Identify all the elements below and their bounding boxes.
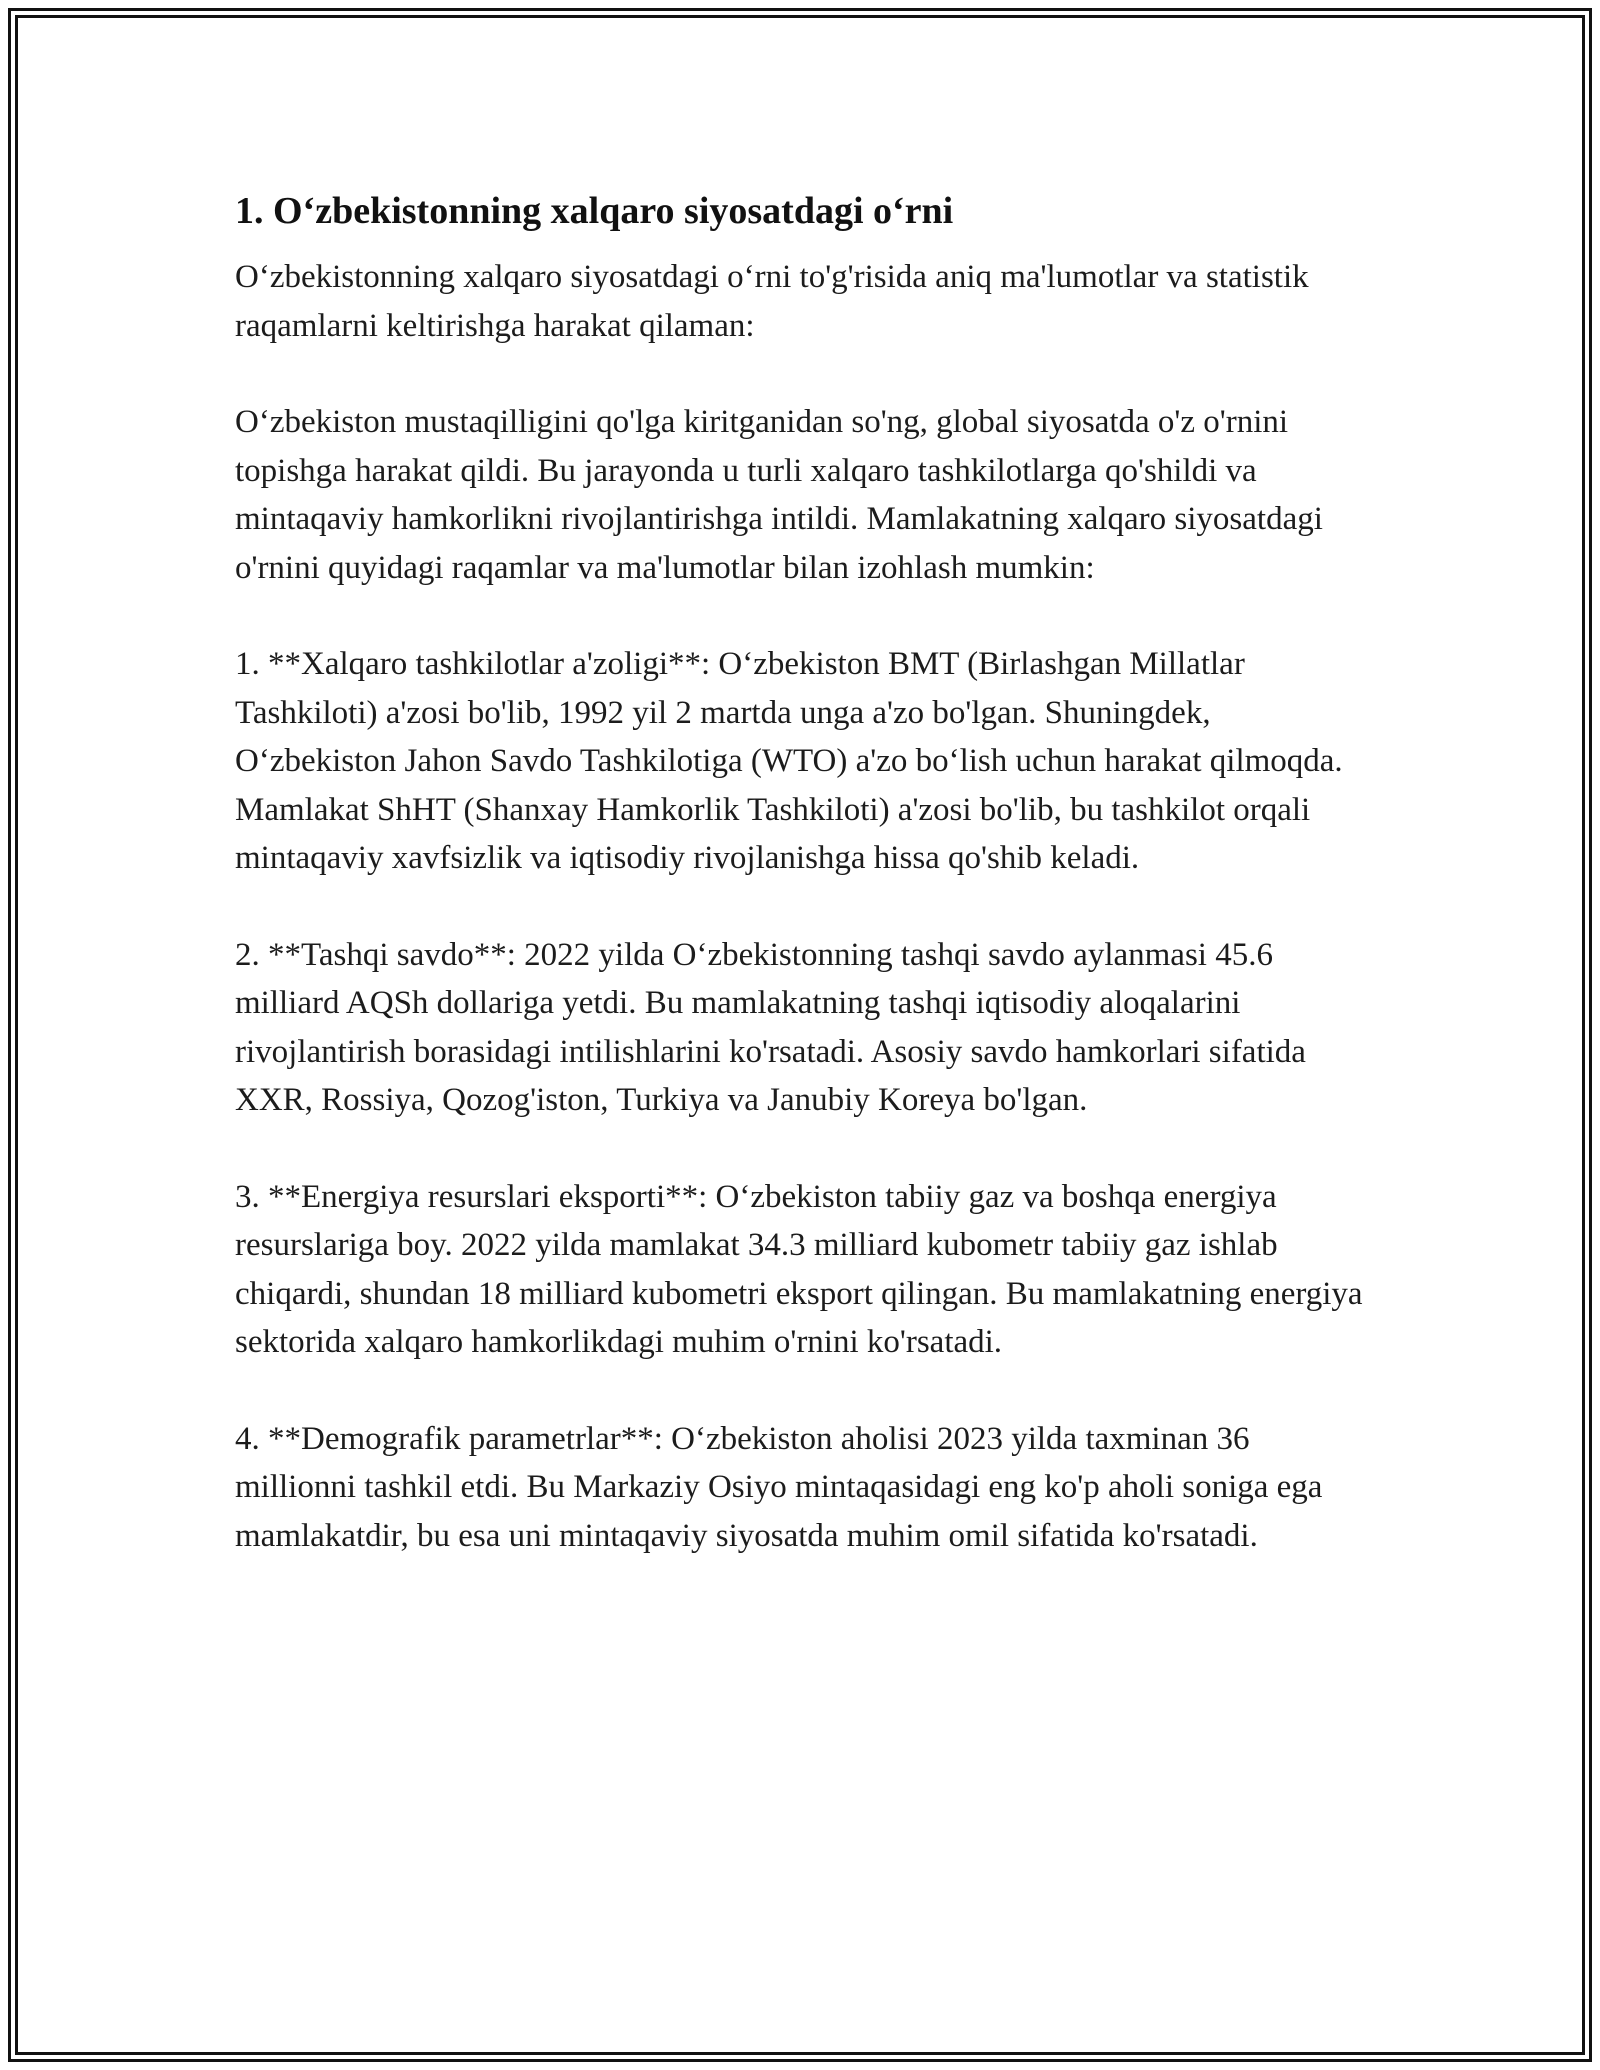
list-item-demographics: 4. **Demografik parametrlar**: O‘zbekiston aholisi 2023 yilda taxminan 36 millionni tashkil etdi. Bu Markaziy Osiyo mintaqasidagi eng ko'p aholi soniga ega mamlakatdir, bu esa uni mintaqaviy siyosatda muhim omil sifatida ko'rsatadi.	[235, 1420, 1323, 1554]
list-item-trade: 2. **Tashqi savdo**: 2022 yilda O‘zbekistonning tashqi savdo aylanmasi 45.6 milliard AQSh dollariga yetdi. Bu mamlakatning tashqi iqtisodiy aloqalarini rivojlantirish borasidagi intilishlarini ko'rsatadi. Asosiy savdo hamkorlari sifatida XXR, Rossiya, Qozog'iston, Turkiya va Janubiy Koreya bo'lgan.	[235, 936, 1306, 1118]
intro-paragraph: O‘zbekistonning xalqaro siyosatdagi o‘rni to'g'risida aniq ma'lumotlar va statistik raqamlarni keltirishga harakat qilaman:	[235, 259, 1309, 344]
list-item-energy: 3. **Energiya resurslari eksporti**: O‘zbekiston tabiiy gaz va boshqa energiya resurslariga boy. 2022 yilda mamlakat 34.3 milliard kubometr tabiiy gaz ishlab chiqardi, shundan 18 milliard kubometri eksport qilingan. Bu mamlakatning energiya sektorida xalqaro hamkorlikdagi muhim o'rnini ko'rsatadi.	[235, 1178, 1363, 1360]
document-body	[235, 185, 1375, 1608]
document-title: 1. O‘zbekistonning xalqaro siyosatdagi o‘rni	[235, 190, 954, 232]
context-paragraph: O‘zbekiston mustaqilligini qo'lga kiritganidan so'ng, global siyosatda o'z o'rnini topishga harakat qildi. Bu jarayonda u turli xalqaro tashkilotlarga qo'shildi va mintaqaviy hamkorlikni rivojlantirishga intildi. Mamlakatning xalqaro siyosatdagi o'rnini quyidagi raqamlar va ma'lumotlar bilan izohlash mumkin:	[235, 404, 1323, 586]
list-item-membership: 1. **Xalqaro tashkilotlar a'zoligi**: O‘zbekiston BMT (Birlashgan Millatlar Tashkiloti) a'zosi bo'lib, 1992 yil 2 martda unga a'zo bo'lgan. Shuningdek, O‘zbekiston Jahon Savdo Tashkilotiga (WTO) a'zo bo‘lish uchun harakat qilmoqda. Mamlakat ShHT (Shanxay Hamkorlik Tashkiloti) a'zosi bo'lib, bu tashkilot orqali mintaqaviy xavfsizlik va iqtisodiy rivojlanishga hissa qo'shib keladi.	[235, 646, 1343, 876]
